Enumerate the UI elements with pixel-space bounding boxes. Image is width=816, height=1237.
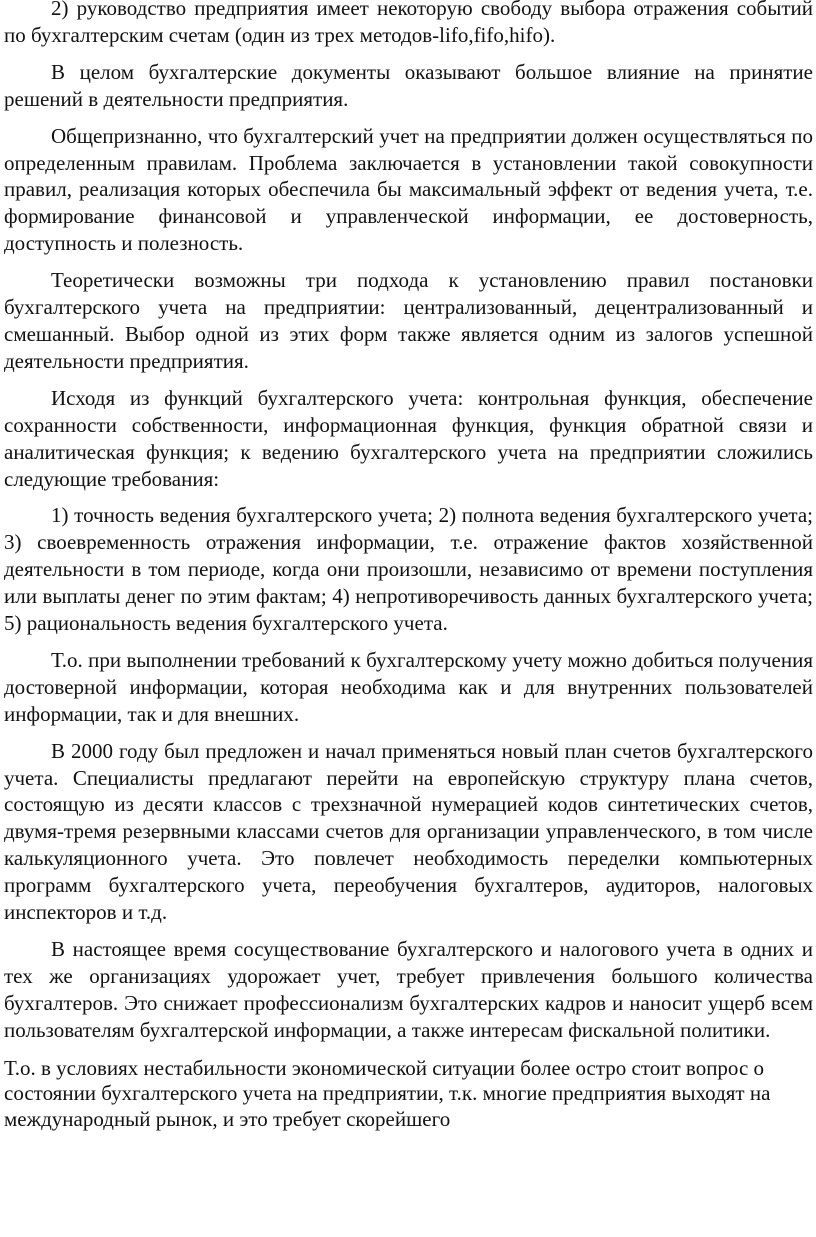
- paragraph-accounting-functions: Исходя из функций бухгалтерского учета: контрольная функция, обеспечение сохранности собственности, информационная функция, функция обратной связи и аналитическая функция; к ведению бухгалтерского учета на предприятии сложились следующие требования:: [4, 385, 813, 491]
- paragraph-requirements-list: 1) точность ведения бухгалтерского учета; 2) полнота ведения бухгалтерского учета; 3) своевременность отражения информации, т.е. отражение фактов хозяйственной деятельности в том периоде, когда они произошли, независимо от времени поступления или выплаты денег по этим фактам; 4) непротиворечивость данных бухгалтерского учета; 5) рациональность ведения бухгалтерского учета.: [4, 503, 813, 636]
- paragraph-accounting-rules: Общепризнанно, что бухгалтерский учет на предприятии должен осуществляться по определенным правилам. Проблема заключается в установлении такой совокупности правил, реализация которых обеспечила бы максимальный эффект от ведения учета, т.е. формирование финансовой и управленческой информации, ее достоверность, доступность и полезность.: [4, 123, 813, 256]
- paragraph-conclusion: Т.о. в условиях нестабильности экономической ситуации более остро стоит вопрос о состоянии бухгалтерского учета на предприятии, т.к. многие предприятия выходят на международный рынок, и это требует скорейшего: [4, 1055, 771, 1131]
- paragraph-inventory-methods: 2) руководство предприятия имеет некоторую свободу выбора отражения событий по бухгалтерским счетам (один из трех методов-lifo,fifo,hifo).: [4, 0, 813, 47]
- paragraph-three-approaches: Теоретически возможны три подхода к установлению правил постановки бухгалтерского учета на предприятии: централизованный, децентрализованный и смешанный. Выбор одной из этих форм также является одним из залогов успешной деятельности предприятия.: [4, 268, 813, 373]
- paragraph-documents-influence: В целом бухгалтерские документы оказывают большое влияние на принятие решений в деятельности предприятия.: [4, 59, 813, 111]
- paragraph-tax-accounting: В настоящее время сосуществование бухгалтерского и налогового учета в одних и тех же организациях удорожает учет, требует привлечения большого количества бухгалтеров. Это снижает профессионализм бухгалтерских кадров и наносит ущерб всем пользователям бухгалтерской информации, а также интересам фискальной политики.: [4, 937, 813, 1042]
- paragraph-reliable-information: Т.о. при выполнении требований к бухгалтерскому учету можно добиться получения достоверной информации, которая необходима как и для внутренних пользователей информации, так и для внешних.: [4, 647, 813, 726]
- paragraph-new-chart-of-accounts: В 2000 году был предложен и начал применяться новый план счетов бухгалтерского учета. Специалисты предлагают перейти на европейскую структуру плана счетов, состоящую из десяти классов с трехзначной нумерацией кодов синтетических счетов, двумя-тремя резервными классами счетов для организации управленческого, в том числе калькуляционного учета. Это повлечет необходимость переделки компьютерных программ бухгалтерского учета, переобучения бухгалтеров, аудиторов, налоговых инспекторов и т.д.: [4, 738, 813, 925]
